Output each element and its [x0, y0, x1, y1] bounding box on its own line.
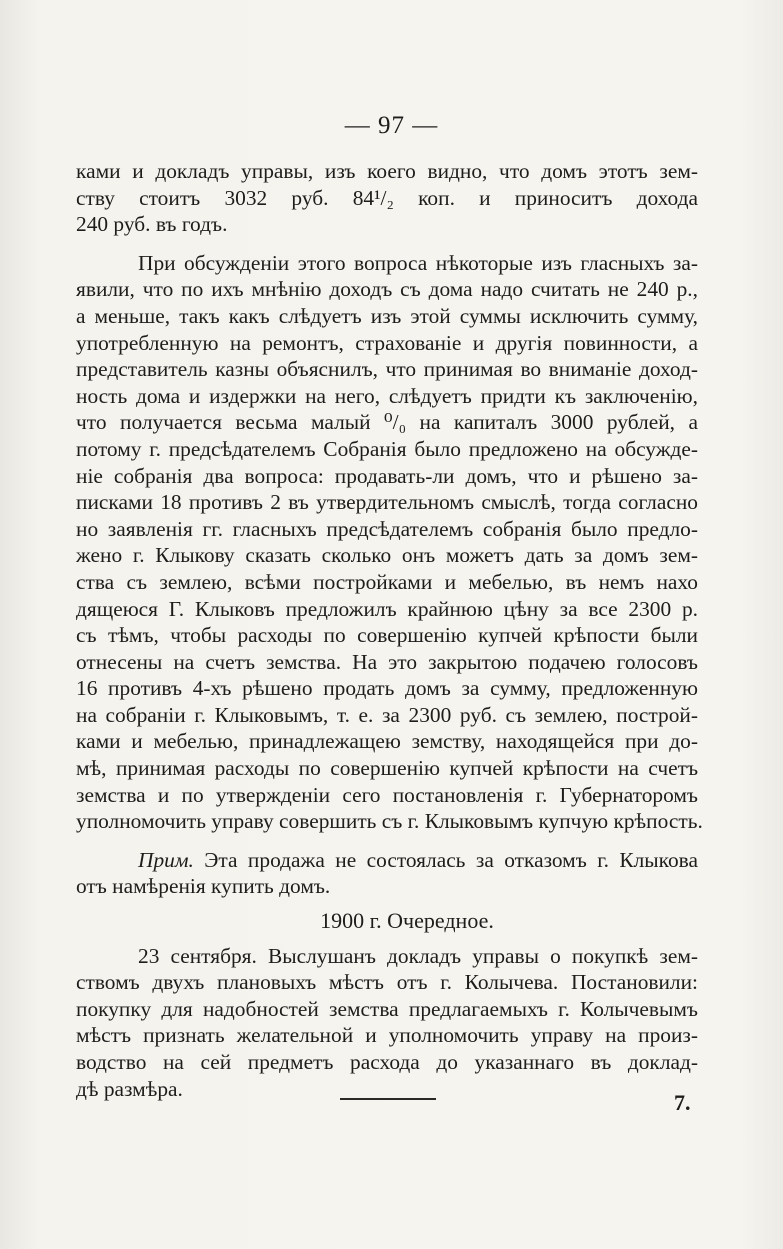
text-line: ствомъ двухъ плановыхъ мѣстъ отъ г. Колычева. Постановили:: [76, 970, 698, 995]
text-line: 240 руб. въ годъ.: [76, 212, 228, 237]
text-line: При обсужденіи этого вопроса нѣкоторые изъ гласныхъ за-: [138, 250, 698, 275]
text-line: мѣстъ признать желательной и уполномочить управу на произ-: [76, 1023, 698, 1048]
text-line: ками и мебелью, принадлежащею земству, находящейся при до-: [76, 729, 698, 754]
text-line: водство на сей предметъ расхода до указаннаго въ доклад-: [76, 1050, 698, 1074]
text-line: представитель казны объяснилъ, что принимая во вниманіе доход-: [76, 357, 698, 382]
text-line: что получается весьма малый ⁰/₀ на капиталъ 3000 рублей, а: [76, 410, 698, 435]
text-line: ству стоитъ 3032 руб. 84¹/₂ коп. и приноситъ дохода: [76, 185, 698, 210]
text-line: земства и по утвержденіи сего постановленія г. Губернаторомъ: [76, 782, 698, 807]
text-line: жено г. Клыкову сказать сколько онъ можетъ дать за домъ зем-: [76, 543, 698, 568]
text-line: ства съ землею, всѣми постройками и мебелью, въ немъ нахо: [76, 569, 698, 594]
text-line: на собраніи г. Клыковымъ, т. е. за 2300 руб. съ землею, построй-: [76, 702, 698, 727]
note-text: Эта продажа не состоялась за отказомъ г. Клыкова: [204, 847, 698, 872]
text-line: ками и докладъ управы, изъ коего видно, что домъ этотъ зем-: [76, 159, 698, 183]
text-line: употребленную на ремонтъ, страхованіе и другія повинности, а: [76, 330, 698, 355]
text-line: но заявленія гг. гласныхъ предсѣдателемъ собранія было предло-: [76, 516, 698, 541]
text-line: [76, 847, 698, 874]
text-line: отнесены на счетъ земства. На это закрытою подачею голосовъ: [76, 649, 698, 674]
text-body: [76, 158, 703, 1102]
text-line: 23 сентября. Выслушанъ докладъ управы о покупкѣ зем-: [138, 943, 698, 968]
signature-mark: 7.: [674, 1090, 691, 1115]
text-line: мѣ, принимая расходы по совершенію купчей крѣпости на счетъ: [76, 756, 698, 781]
text-line: ность дома и издержки на него, слѣдуетъ придти къ заключенію,: [76, 383, 698, 408]
text-line: ніе собранія два вопроса: продавать-ли домъ, что и рѣшено за-: [76, 463, 698, 488]
section-heading: 1900 г. Очередное.: [320, 908, 494, 934]
text-line: потому г. предсѣдателемъ Собранія было предложено на обсужде-: [76, 436, 698, 461]
text-line: покупку для надобностей земства предлагаемыхъ г. Колычевымъ: [76, 996, 698, 1021]
text-line: уполномочить управу совершить съ г. Клыковымъ купчую крѣпость.: [76, 809, 703, 834]
text-line: дящеюся Г. Клыковъ предложилъ крайнюю цѣну за все 2300 р.: [76, 596, 698, 621]
text-line: писками 18 противъ 2 въ утвердительномъ смыслѣ, тогда согласно: [76, 490, 698, 515]
footer-rule: [340, 1098, 436, 1100]
text-line: отъ намѣренія купить домъ.: [76, 874, 331, 899]
paragraph: [76, 250, 703, 835]
paragraph: [76, 943, 698, 1103]
paragraph: [76, 158, 698, 238]
note-label: Прим.: [138, 847, 194, 872]
text-line: дѣ размѣра.: [76, 1076, 183, 1101]
page-number: — 97 —: [344, 112, 439, 139]
text-line: 16 противъ 4-хъ рѣшено продать домъ за сумму, предложенную: [76, 676, 698, 701]
text-line: явили, что по ихъ мнѣнію доходъ съ дома надо считать не 240 р.,: [76, 277, 698, 302]
text-line: а меньше, такъ какъ слѣдуетъ изъ этой суммы исключить сумму,: [76, 303, 698, 328]
note-paragraph: [76, 847, 698, 900]
text-line: съ тѣмъ, чтобы расходы по совершенію купчей крѣпости были: [76, 623, 698, 648]
